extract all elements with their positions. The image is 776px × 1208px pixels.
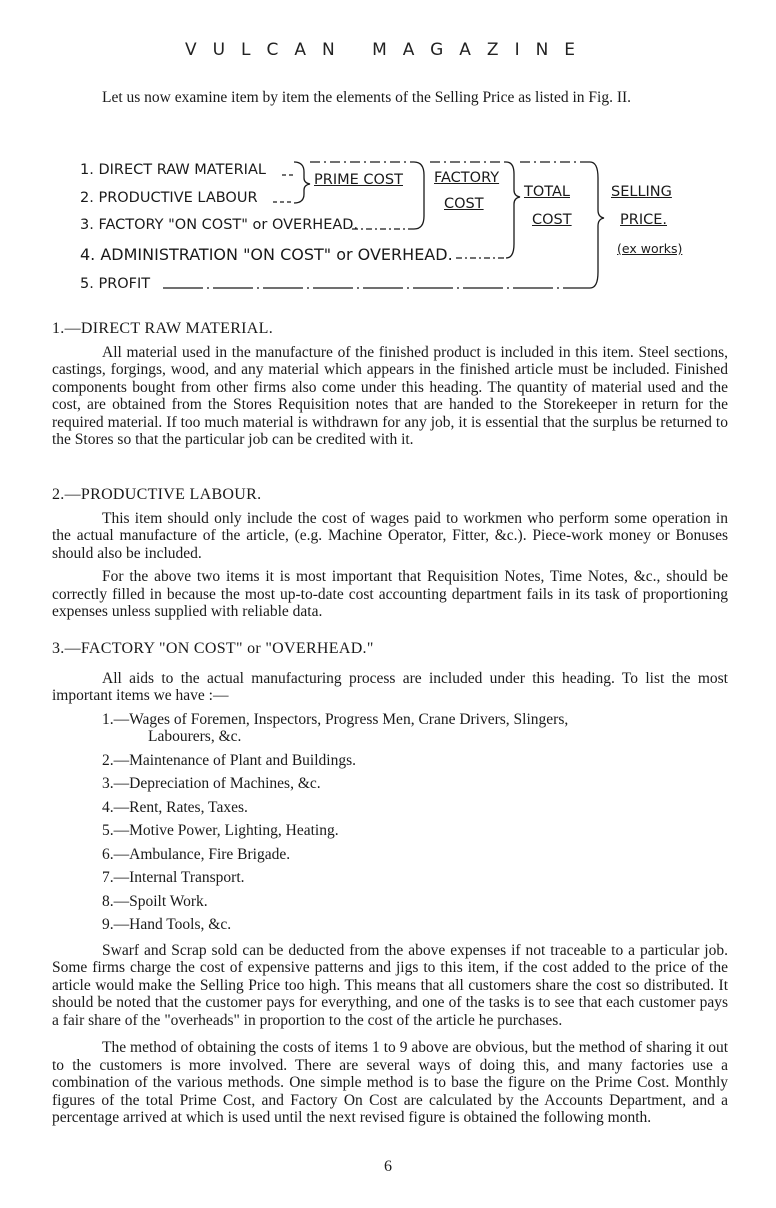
section-paragraph: All material used in the manufacture of the finished product is included in this item. Steel sections, castings, forgings, wood, and any material which appears in the finished article must be included. Finished components bought from other firms also come under this heading. The quantity of material used and the cost, are obtained from the Stores Requisition notes that are handed to the Storekeeper in return for the required material. If too much material is withdrawn for any job, it is essential that the surplus be returned to the Stores so that the particular job can be credited with it. xyxy=(52,343,728,448)
section-heading: 1.—DIRECT RAW MATERIAL. xyxy=(52,320,274,337)
list-item: 6.—Ambulance, Fire Brigade. xyxy=(102,845,291,863)
diagram-item-2: 2. PRODUCTIVE LABOUR xyxy=(80,190,258,206)
prime-cost-label: PRIME COST xyxy=(314,172,403,188)
diagram-item-3: 3. FACTORY "ON COST" or OVERHEAD. xyxy=(80,217,359,233)
intro-paragraph: Let us now examine item by item the elements of the Selling Price as listed in Fig. II. xyxy=(102,89,632,106)
diagram-item-5: 5. PROFIT xyxy=(80,276,151,292)
selling-price-label-1: SELLING xyxy=(611,184,672,200)
total-cost-label-2: COST xyxy=(532,212,572,228)
diagram-item-1: 1. DIRECT RAW MATERIAL xyxy=(80,162,266,178)
section-paragraph: The method of obtaining the costs of items 1 to 9 above are obvious, but the method of sharing it out to the customers is more involved. There are several ways of doing this, and many factories use a combination of the various methods. One simple method is to base the figure on the Prime Cost. Monthly figures of the total Prime Cost, and Factory On Cost are calculated by the Accounts Department, and a percentage arrived at which is used until the next revised figure is obtained the following month. xyxy=(52,1039,728,1126)
list-item: 8.—Spoilt Work. xyxy=(102,892,208,910)
section-productive-labour xyxy=(52,486,728,621)
list-item: 1.—Wages of Foremen, Inspectors, Progress Men, Crane Drivers, Slingers, Labourers, &c. xyxy=(102,710,569,745)
section-intro: All aids to the actual manufacturing process are included under this heading. To list the most important items we have :— xyxy=(52,669,728,704)
factory-cost-label-2: COST xyxy=(444,196,484,212)
section-direct-raw-material xyxy=(52,320,728,449)
page-number: 6 xyxy=(384,1158,392,1175)
section-factory-overhead xyxy=(52,640,728,1127)
section-heading: 2.—PRODUCTIVE LABOUR. xyxy=(52,486,262,503)
diagram-item-4: 4. ADMINISTRATION "ON COST" or OVERHEAD. xyxy=(80,245,453,264)
cost-elements-diagram xyxy=(0,150,776,300)
section-heading: 3.—FACTORY "ON COST" or "OVERHEAD." xyxy=(52,640,374,657)
section-paragraph: For the above two items it is most important that Requisition Notes, Time Notes, &c., should be correctly filled in because the most up-to-date cost accounting department fails in its task of proportioning expenses unless supplied with reliable data. xyxy=(52,568,728,620)
list-item: 2.—Maintenance of Plant and Buildings. xyxy=(102,751,356,769)
list-item: 5.—Motive Power, Lighting, Heating. xyxy=(102,822,339,839)
total-cost-label-1: TOTAL xyxy=(524,184,570,200)
selling-price-note: (ex works) xyxy=(617,241,683,256)
list-item: 3.—Depreciation of Machines, &c. xyxy=(102,775,321,792)
list-item: 7.—Internal Transport. xyxy=(102,869,245,886)
list-item: 4.—Rent, Rates, Taxes. xyxy=(102,798,248,816)
magazine-title: VULCAN MAGAZINE xyxy=(184,40,592,60)
factory-cost-label-1: FACTORY xyxy=(434,170,500,186)
overhead-items-list xyxy=(52,711,728,934)
section-paragraph: Swarf and Scrap sold can be deducted from the above expenses if not traceable to a particular job. Some firms charge the cost of expensive patterns and jigs to this item, if the cost added to the price of the article would make the Selling Price too high. This means that all customers share the cost so distributed. It should be noted that the customer pays for everything, and one of the tasks is to see that each customer pays a fair share of the "overheads" in proportion to the cost of the article he purchases. xyxy=(52,941,728,1029)
selling-price-label-2: PRICE. xyxy=(620,212,667,228)
section-paragraph: This item should only include the cost of wages paid to workmen who perform some operation in the actual manufacture of the article, (e.g. Machine Operator, Fitter, &c.). Piece-work money or Bonuses should also be included. xyxy=(52,509,728,562)
list-item: 9.—Hand Tools, &c. xyxy=(102,916,232,933)
